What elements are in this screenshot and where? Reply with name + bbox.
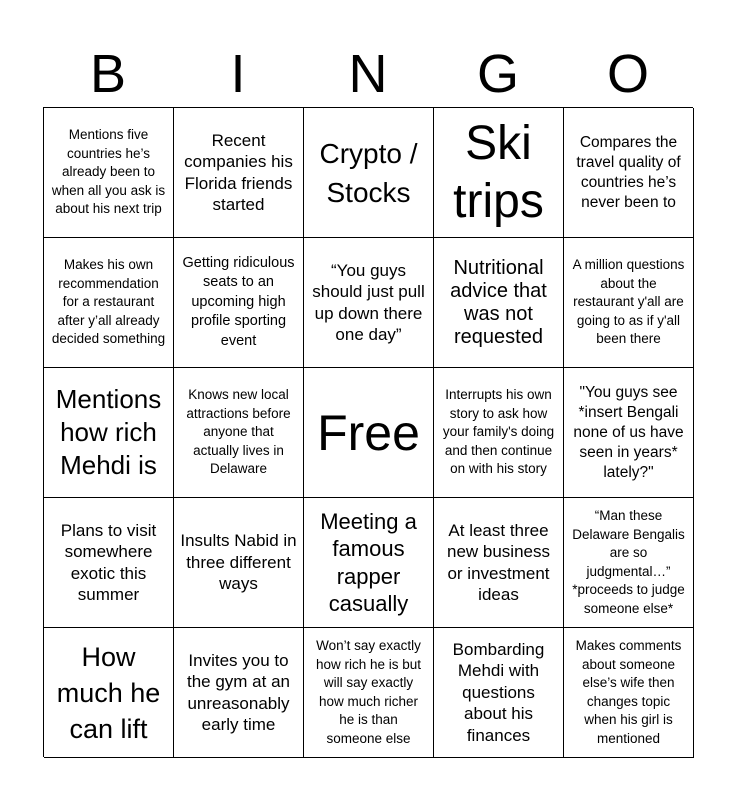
header-letter-b: B <box>89 44 127 104</box>
cell-text: Insults Nabid in three different ways <box>180 531 297 594</box>
bingo-cell[interactable] <box>434 628 564 758</box>
bingo-cell[interactable] <box>174 108 304 238</box>
cell-text: Mentions five countries he’s already been to when all you ask is about his next trip <box>51 127 166 217</box>
bingo-cell[interactable] <box>564 238 694 368</box>
header-letter-o: O <box>606 44 649 104</box>
bingo-cell[interactable] <box>434 498 564 628</box>
bingo-cell[interactable] <box>44 238 174 368</box>
cell-text: Ski trips <box>453 116 544 228</box>
cell-text: Free <box>317 404 420 461</box>
cell-text: Bombarding Mehdi with questions about his finances <box>452 639 545 745</box>
bingo-cell[interactable] <box>44 368 174 498</box>
cell-text: “Man these Delaware Bengalis are so judgmental…” *proceeds to judge someone else* <box>572 508 685 616</box>
cell-text: "You guys see *insert Bengali none of us have seen in years* lately?" <box>573 383 684 481</box>
bingo-cell[interactable] <box>434 368 564 498</box>
cell-text: How much he can lift <box>56 641 161 744</box>
cell-text: Meeting a famous rapper casually <box>320 508 417 616</box>
bingo-cell[interactable] <box>174 368 304 498</box>
header-letter-i: I <box>230 44 246 104</box>
cell-text: Plans to visit somewhere exotic this summer <box>60 520 157 604</box>
bingo-cell[interactable] <box>174 628 304 758</box>
cell-text: Crypto / Stocks <box>319 137 418 208</box>
cell-text: Compares the travel quality of countries he’s never been to <box>576 133 681 211</box>
cell-text: Interrupts his own story to ask how your family's doing and then continue on with his story <box>442 387 555 477</box>
cell-text: Invites you to the gym at an unreasonably early time <box>186 650 290 734</box>
cell-text: Makes his own recommendation for a restaurant after y’all already decided something <box>51 257 166 347</box>
bingo-cell[interactable] <box>304 238 434 368</box>
free-space[interactable] <box>304 368 434 498</box>
cell-text: “You guys should just pull up down there one day” <box>312 260 425 344</box>
bingo-cell[interactable] <box>174 238 304 368</box>
bingo-cell[interactable] <box>564 108 694 238</box>
bingo-cell[interactable] <box>434 238 564 368</box>
bingo-cell[interactable] <box>44 628 174 758</box>
bingo-cell[interactable] <box>304 498 434 628</box>
bingo-cell[interactable] <box>44 108 174 238</box>
cell-text: Recent companies his Florida friends started <box>184 130 293 214</box>
cell-text: Nutritional advice that was not requested <box>450 256 547 348</box>
bingo-cell[interactable] <box>304 108 434 238</box>
cell-text: A million questions about the restaurant y'all are going to as if y'all been there <box>572 257 685 347</box>
cell-text: Getting ridiculous seats to an upcoming high profile sporting event <box>182 254 295 349</box>
bingo-cell[interactable] <box>564 498 694 628</box>
bingo-cell[interactable] <box>564 628 694 758</box>
cell-text: At least three new business or investment ideas <box>446 520 550 604</box>
bingo-cell[interactable] <box>174 498 304 628</box>
bingo-cell[interactable] <box>564 368 694 498</box>
cell-text: Knows new local attractions before anyone that actually lives in Delaware <box>186 387 291 477</box>
cell-text: Mentions how rich Mehdi is <box>55 384 162 480</box>
header-letter-g: G <box>476 44 519 104</box>
cell-text: Makes comments about someone else’s wife then changes topic when his girl is mentioned <box>575 638 682 746</box>
bingo-header <box>43 40 693 108</box>
bingo-cell[interactable] <box>44 498 174 628</box>
bingo-cell[interactable] <box>304 628 434 758</box>
bingo-cell[interactable] <box>434 108 564 238</box>
header-letter-n: N <box>348 44 388 104</box>
bingo-grid <box>43 107 693 757</box>
cell-text: Won’t say exactly how rich he is but will say exactly how much richer he is than someone else <box>315 638 422 746</box>
